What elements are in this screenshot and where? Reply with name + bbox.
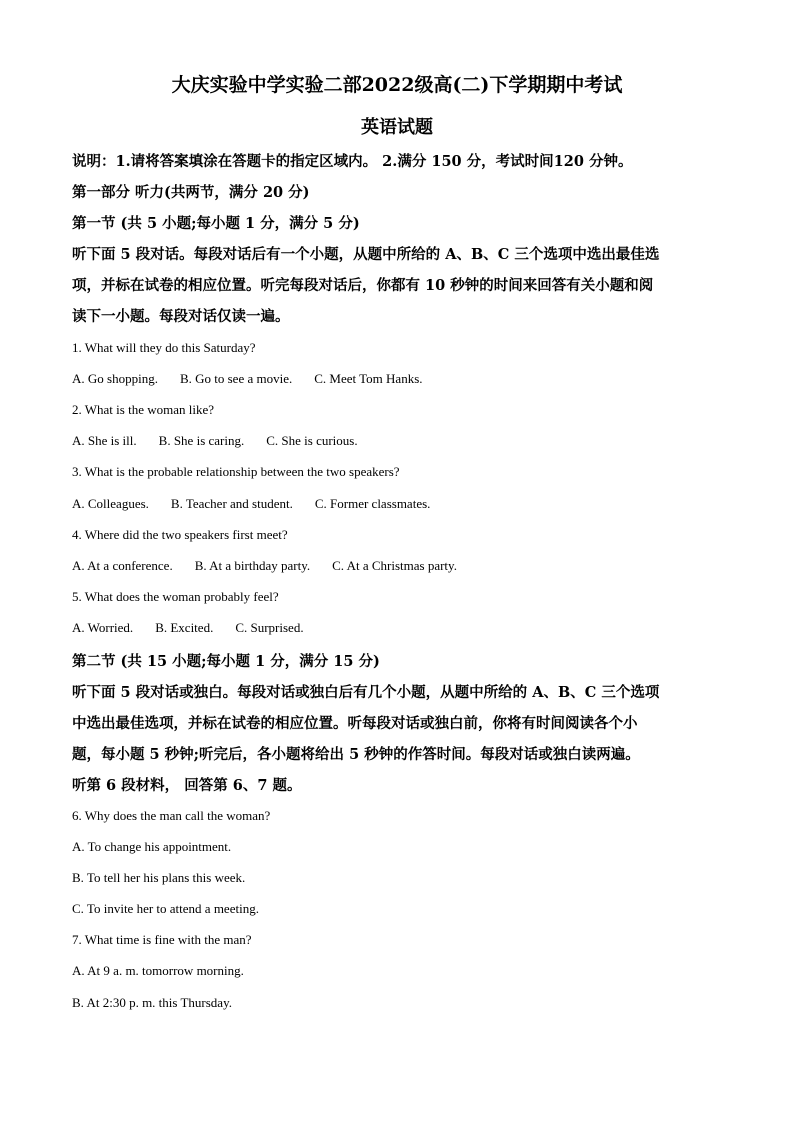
- option-b: B. She is caring.: [158, 433, 245, 448]
- option-c: C. At a Christmas party.: [332, 558, 457, 573]
- part1-heading: 第一部分 听力(共两节，满分 20 分): [72, 184, 310, 201]
- option-b: B. Go to see a movie.: [179, 371, 293, 386]
- exam-subtitle: 英语试题: [361, 117, 433, 138]
- option-a: A. At a conference.: [72, 558, 173, 573]
- question-options: [72, 620, 326, 636]
- section1-heading: 第一节 (共 5 小题;每小题 1 分，满分 5 分): [72, 215, 360, 232]
- option-b: B. At a birthday party.: [194, 558, 311, 573]
- question-options: [72, 371, 445, 387]
- question-options: [72, 433, 380, 449]
- option-c: C. Meet Tom Hanks.: [314, 371, 423, 386]
- option-a: A. To change his appointment.: [72, 839, 232, 854]
- option-b: B. Teacher and student.: [170, 496, 293, 511]
- instructions: 说明：1.请将答案填涂在答题卡的指定区域内。 2.满分 150 分，考试时间120 分钟。: [72, 153, 633, 170]
- option-a: A. She is ill.: [72, 433, 137, 448]
- question-stem: 4. Where did the two speakers first meet?: [72, 527, 288, 542]
- section1-directions-line: 听下面 5 段对话。每段对话后有一个小题，从题中所给的 A、B、C 三个选项中选出最佳选: [72, 246, 660, 263]
- option-c: C. To invite her to attend a meeting.: [72, 901, 259, 916]
- question-stem: 3. What is the probable relationship between the two speakers?: [72, 464, 400, 479]
- option-c: C. Former classmates.: [314, 496, 431, 511]
- question-stem: 5. What does the woman probably feel?: [72, 589, 279, 604]
- section2-directions-line: 题，每小题 5 秒钟;听完后，各小题将给出 5 秒钟的作答时间。每段对话或独白读两遍。: [72, 746, 640, 763]
- option-a: A. Colleagues.: [72, 496, 149, 511]
- question-options: [72, 558, 479, 574]
- option-c: C. She is curious.: [266, 433, 358, 448]
- section2-heading: 第二节 (共 15 小题;每小题 1 分，满分 15 分): [72, 653, 380, 670]
- option-a: A. Worried.: [72, 620, 134, 635]
- question-stem: 6. Why does the man call the woman?: [72, 808, 271, 823]
- option-a: A. At 9 a. m. tomorrow morning.: [72, 963, 244, 978]
- question-options: [72, 496, 452, 512]
- question-stem: 7. What time is fine with the man?: [72, 932, 252, 947]
- option-b: B. To tell her his plans this week.: [72, 870, 246, 885]
- question-stem: 1. What will they do this Saturday?: [72, 340, 256, 355]
- question-stem: 2. What is the woman like?: [72, 402, 215, 417]
- option-b: B. Excited.: [155, 620, 214, 635]
- material-note: 听第 6 段材料， 回答第 6、7 题。: [72, 777, 302, 794]
- option-a: A. Go shopping.: [72, 371, 158, 386]
- option-b: B. At 2:30 p. m. this Thursday.: [72, 995, 232, 1010]
- section2-directions-line: 听下面 5 段对话或独白。每段对话或独白后有几个小题，从题中所给的 A、B、C 三个选项: [72, 684, 660, 701]
- section1-directions-line: 项，并标在试卷的相应位置。听完每段对话后，你都有 10 秒钟的时间来回答有关小题和阅: [72, 277, 654, 294]
- section2-directions-line: 中选出最佳选项，并标在试卷的相应位置。听每段对话或独白前，你将有时间阅读各个小: [72, 715, 638, 732]
- exam-title: 大庆实验中学实验二部2022级高(二)下学期期中考试: [171, 74, 623, 96]
- option-c: C. Surprised.: [235, 620, 304, 635]
- section1-directions-line: 读下一小题。每段对话仅读一遍。: [72, 308, 290, 325]
